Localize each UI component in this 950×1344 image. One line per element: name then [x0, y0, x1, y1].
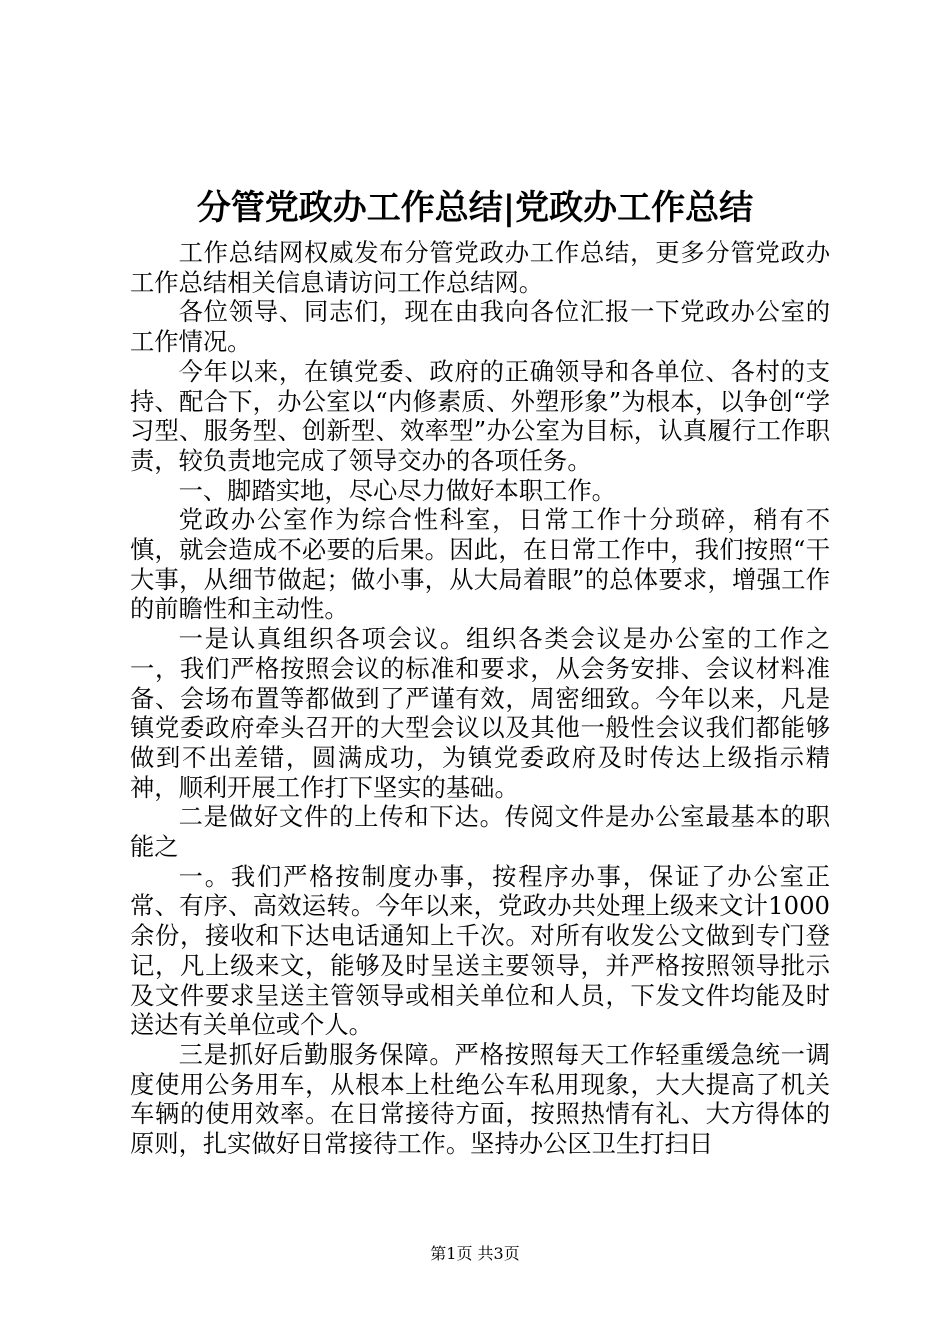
paragraph-documents: 二是做好文件的上传和下达。传阅文件是办公室最基本的职能之 — [130, 802, 830, 862]
paragraph-greeting: 各位领导、同志们，现在由我向各位汇报一下党政办公室的工作情况。 — [130, 297, 830, 357]
paragraph-meetings: 一是认真组织各项会议。组织各类会议是办公室的工作之一，我们严格按照会议的标准和要求，从会务安排、会议材料准备、会场布置等都做到了严谨有效，周密细致。今年以来，凡是镇党委政府牵头召开的大型会议以及其他一般性会议我们都能够做到不出差错，圆满成功，为镇党委政府及时传达上级指示精神，顺利开展工作打下坚实的基础。 — [130, 624, 830, 802]
paragraph-procedures: 一。我们严格按制度办事，按程序办事，保证了办公室正常、有序、高效运转。今年以来，党政办共处理上级来文计1000余份，接收和下达电话通知上千次。对所有收发公文做到专门登记，凡上级来文，能够及时呈送主要领导，并严格按照领导批示及文件要求呈送主管领导或相关单位和人员，下发文件均能及时送达有关单位或个人。 — [130, 861, 830, 1040]
paragraph-logistics: 三是抓好后勤服务保障。严格按照每天工作轻重缓急统一调度使用公务用车，从根本上杜绝公车私用现象，大大提高了机关车辆的使用效率。在日常接待方面，按照热情有礼、大方得体的原则，扎实做好日常接待工作。坚持办公区卫生打扫日 — [130, 1039, 830, 1159]
page-number-footer: 第1页 共3页 — [430, 1244, 520, 1263]
section-heading-1: 一、脚踏实地，尽心尽力做好本职工作。 — [178, 475, 616, 505]
paragraph-office-role: 党政办公室作为综合性科室，日常工作十分琐碎，稍有不慎，就会造成不必要的后果。因此，在日常工作中，我们按照“干大事，从细节做起；做小事，从大局着眼”的总体要求，增强工作的前瞻性和主动性。 — [130, 505, 830, 624]
document-title: 分管党政办工作总结|党政办工作总结 — [196, 188, 754, 228]
document-body — [130, 238, 830, 1159]
paragraph-overview: 今年以来，在镇党委、政府的正确领导和各单位、各村的支持、配合下，办公室以“内修素质、外塑形象”为根本，以争创“学习型、服务型、创新型、效率型”办公室为目标，认真履行工作职责，较负责地完成了领导交办的各项任务。 — [130, 356, 830, 475]
paragraph-intro: 工作总结网权威发布分管党政办工作总结，更多分管党政办工作总结相关信息请访问工作总结网。 — [130, 238, 830, 297]
